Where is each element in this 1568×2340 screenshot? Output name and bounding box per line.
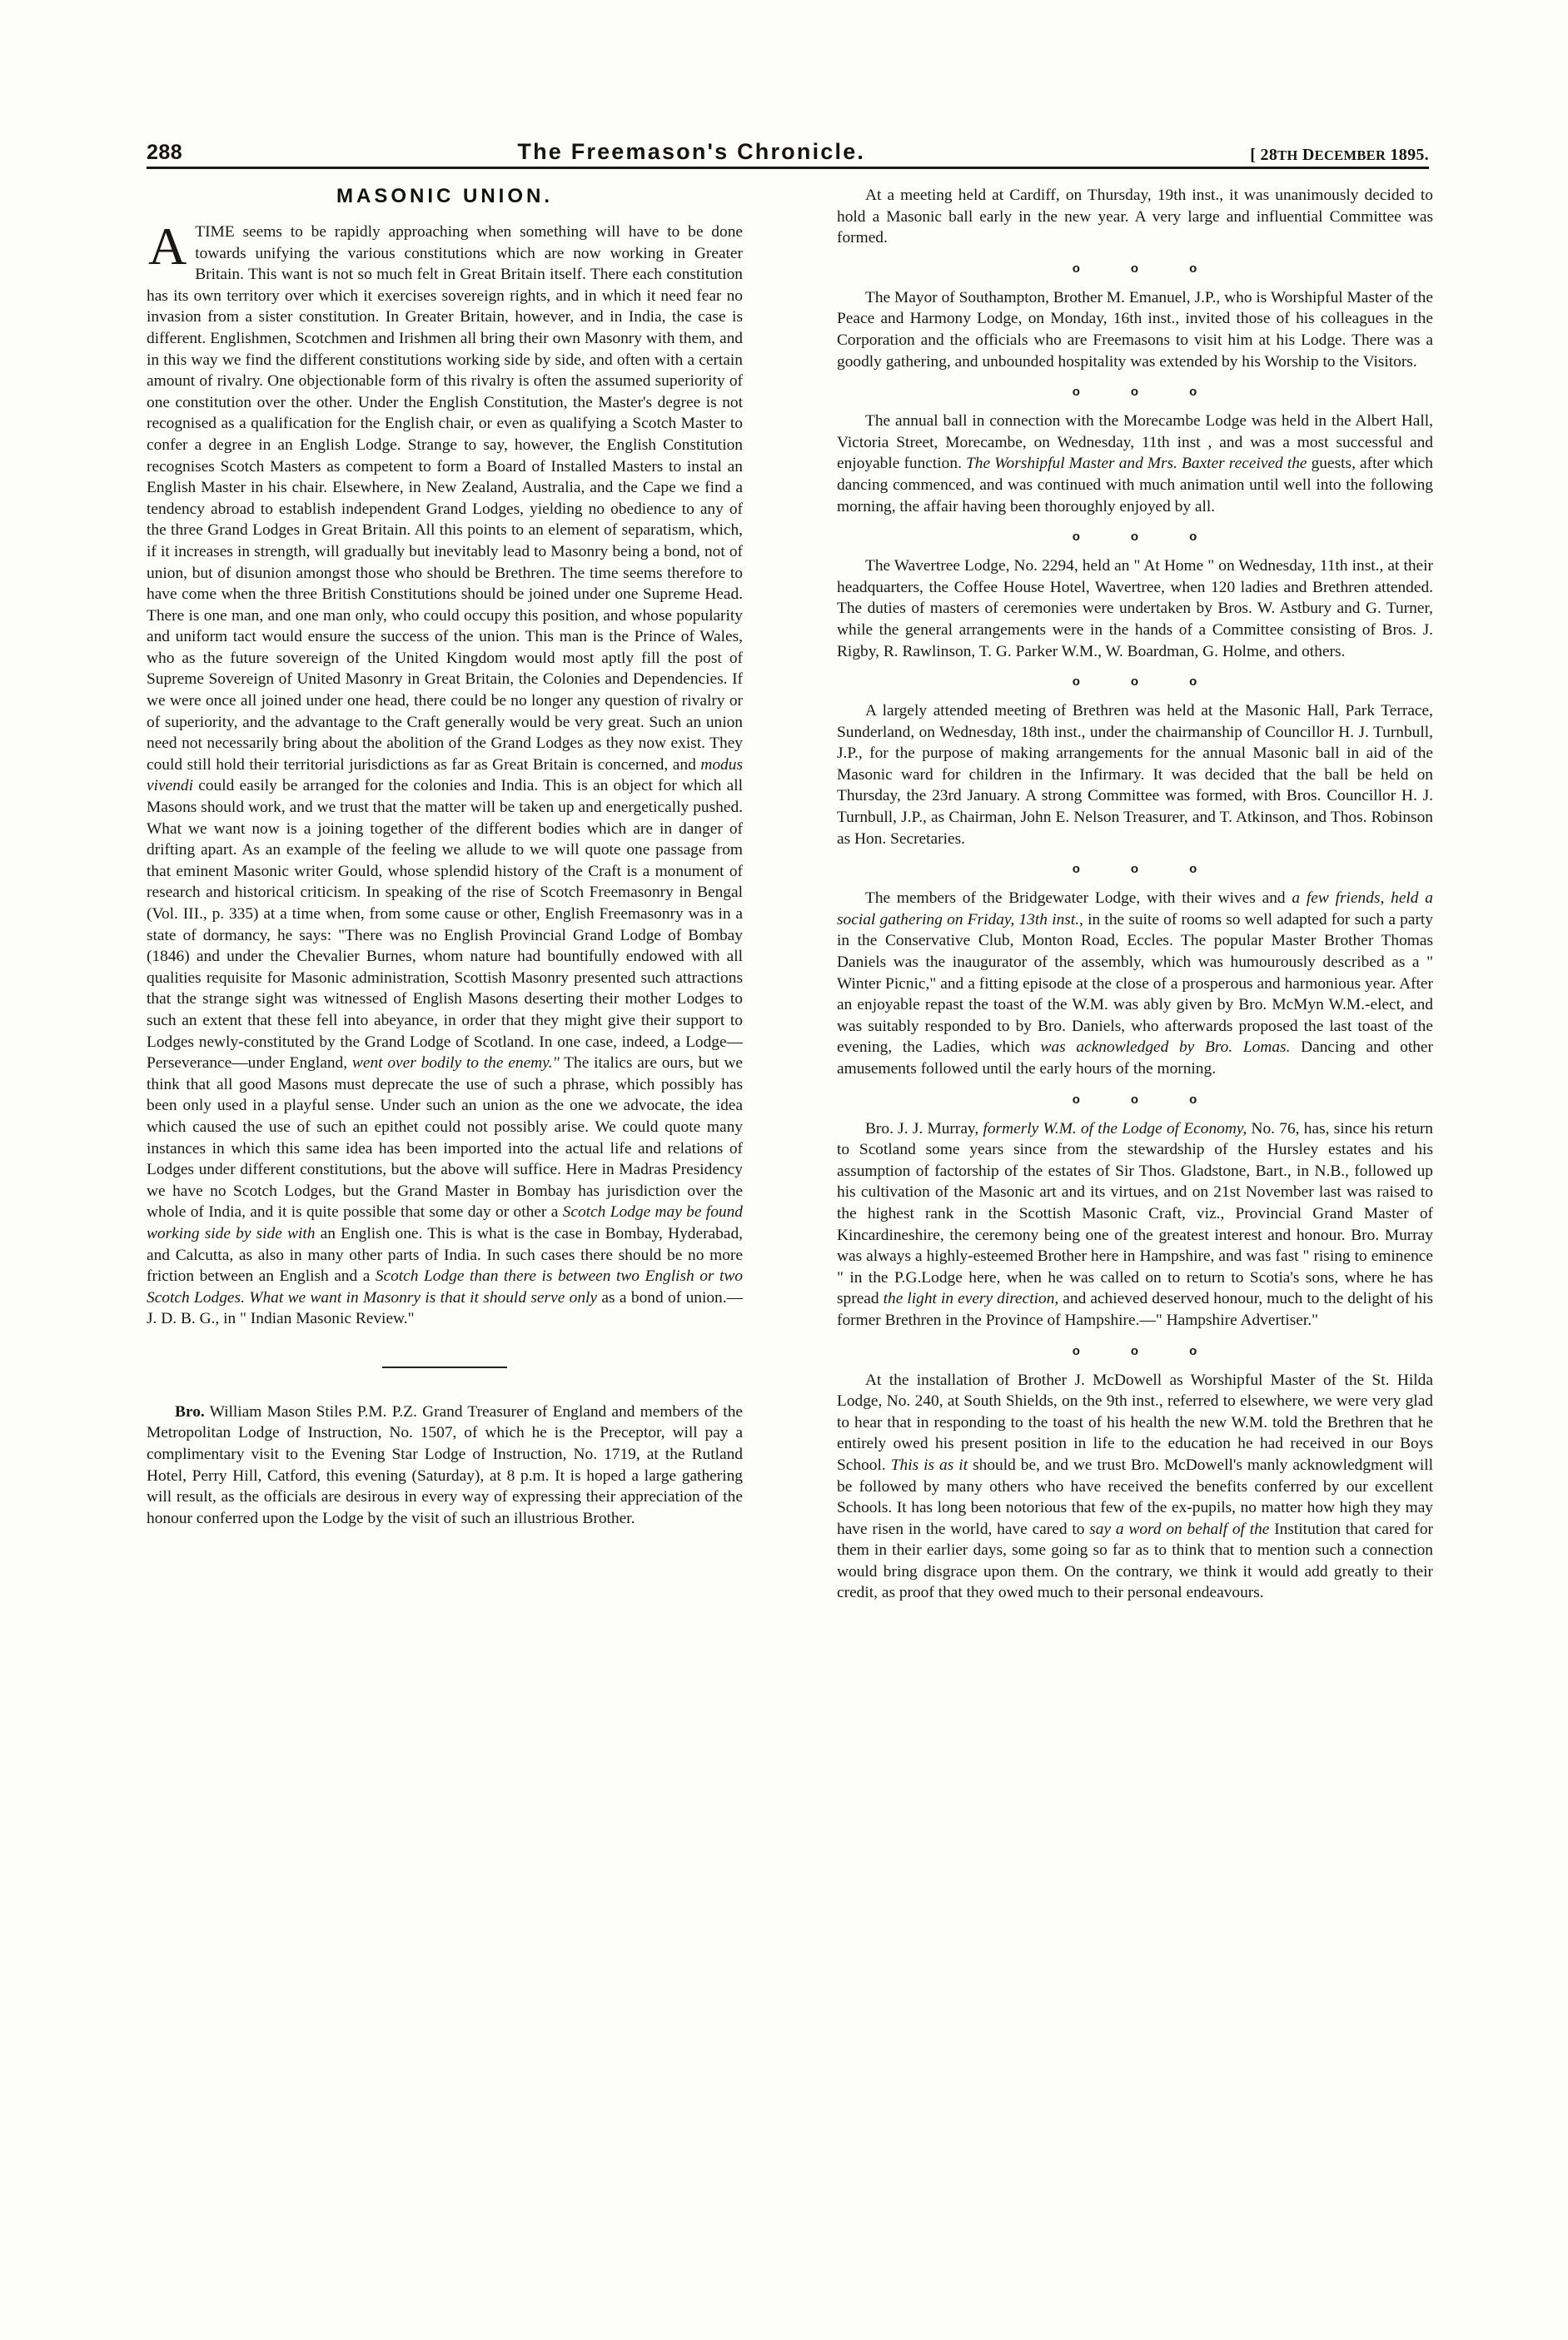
news-text-part: should be, and we trust Bro. McDowell's manly acknowledgment will be followed by many others who have received the benefits conferred by our excellent Schools. It has long been notorious that few of the ex-pupils, no matter how high they may have risen in the world, have cared to xyxy=(837,1456,1434,1538)
news-italic-part: This is as it xyxy=(890,1456,968,1474)
article-attribution: as a bond of union.—J. D. B. G., in " Indian Masonic Review." xyxy=(147,1288,743,1328)
news-separator xyxy=(837,862,1433,876)
separator-glyph: o xyxy=(1072,1092,1081,1107)
news-text-part: At the installation of Brother J. McDowell as Worshipful Master of the St. Hilda Lodge, No. 240, at South Shields, on the 9th inst., referred to elsewhere, we were very glad to hear that in responding to the toast of his health the new W.M. told the Brethren that he entirely owed his present position in life to the education he had received in our Boys School. xyxy=(837,1371,1433,1474)
news-item-bridgewater-lodge xyxy=(837,888,1433,1079)
news-separator xyxy=(837,385,1433,399)
news-text-part: and achieved deserved honour, much to the delight of his former Brethren in the Province of Hampshire.—" Hampshire Advertiser." xyxy=(837,1290,1433,1329)
news-separator xyxy=(837,530,1433,544)
separator-glyph: o xyxy=(1130,530,1140,545)
separator-glyph: o xyxy=(1130,1343,1140,1358)
section-divider-rule xyxy=(382,1367,507,1368)
italic-phrase-scotch-lodge-2: Scotch Lodge than there is between two English or two Scotch Lodges. What we want in Masonry is that it should serve only xyxy=(147,1267,743,1307)
article-text-part-4: an English one. This is what is the case in Bombay, Hyderabad, and Calcutta, as also in many other parts of India. In such cases there should be no more friction between an English and a xyxy=(147,1224,743,1286)
page-folio-number: 288 xyxy=(147,141,183,164)
issue-date-bracket: [ 28 xyxy=(1250,146,1278,164)
news-item-morecambe-ball xyxy=(837,411,1433,517)
italic-phrase-scotch-lodge-1: Scotch Lodge may be found working side by side with xyxy=(147,1203,743,1242)
news-separator xyxy=(837,1093,1433,1107)
issue-date-ordinal: TH xyxy=(1277,147,1298,163)
article-text-part-1: TIME seems to be rapidly approaching when something will have to be done towards unifying the various constitutions which are now working in Greater Britain. This want is not so much felt in Great Britain itself. There each constitution has its own territory over which it exercises sovereign rights, and in which it need fear no invasion from a sister constitution. In Greater Britain, however, and in India, the case is different. Englishmen, Scotchmen and Irishmen all bring their own Masonry with them, and in this way we find the different constitutions working side by side, and often with a certain amount of rivalry. One objectionable form of this rivalry is often the assumed superiority of one constitution over the other. Under the English Constitution, the Master's degree is not recognised as a qualification for the English chair, or even as qualifying a Scotch Master to confer a degree in an English Lodge. Strange to say, however, the English Constitution recognises Scotch Masters as competent to form a Board of Installed Masters to instal an English Master in his chair. Elsewhere, in New Zealand, Australia, and the Cape we find a tendency abroad to establish independent Grand Lodges, yielding no obedience to any of the three Grand Lodges in Great Britain. All this points to an element of separatism, which, if it increases in strength, will gradually but inevitably lead to Masonry being a bond, not of union, but of disunion amongst those who should be Brethren. The time seems therefore to have come when the three British Constitutions should be joined under one Supreme Head. There is one man, and one man only, who could occupy this position, and whose popularity and uniform tact would ensure the success of the union. This man is the Prince of Wales, who as the future sovereign of the United Kingdom would most aptly fill the post of Supreme Sovereign of United Masonry in Great Britain, the Colonies and Dependencies. If we were once all joined under one head, there could be no longer any question of rivalry or of superiority, and the advantage to the Craft generally would be very great. Such an union need not necessarily bring about the abolition of the Grand Lodges as they now exist. They could still hold their territorial jurisdictions as far as Great Britain is concerned, and xyxy=(147,223,743,774)
separator-glyph: o xyxy=(1130,862,1140,877)
separator-glyph: o xyxy=(1189,1092,1198,1107)
news-italic-part: say a word on behalf of the xyxy=(1089,1520,1270,1538)
news-text-part: The members of the Bridgewater Lodge, with their wives and xyxy=(865,889,1292,908)
news-italic-part: the light in every direction, xyxy=(883,1290,1059,1308)
news-text-part: Institution that cared for them in their earlier days, some going so far as to think that to mention such a connection would bring disgrace upon them. On the contrary, we think it would add greatly to their credit, as proof that they owed much to their personal endeavours. xyxy=(837,1520,1433,1602)
issue-date-year: 1895. xyxy=(1386,146,1429,164)
quoted-italic-phrase-enemy: went over bodily to the enemy." xyxy=(351,1054,560,1073)
article-text-part-3: The italics are ours, but we think that all good Masons must deprecate the use of such a phrase, which possibly has been only used in a playful sense. Under such an union as the one we advocate, the idea which caused the use of such an epithet could not possibly arise. We could quote many instances in which this same idea has been imported into the actual life and relations of Lodges under different constitutions, but the above will suffice. Here in Madras Presidency we have no Scotch Lodges, but the Grand Master in Bombay has jurisdiction over the whole of India, and it is quite possible that some day or other a xyxy=(147,1054,743,1222)
news-item-cardiff: At a meeting held at Cardiff, on Thursday, 19th inst., it was unanimously decided to hold a Masonic ball early in the new year. A very large and influential Committee was formed. xyxy=(837,187,1433,247)
news-italic-part: was acknowledged by Bro. Lomas. xyxy=(1040,1038,1291,1057)
masthead xyxy=(147,123,1429,165)
masonic-union-article xyxy=(147,217,743,1330)
separator-glyph: o xyxy=(1189,862,1198,877)
drop-cap-letter: A xyxy=(148,217,187,276)
section-heading-masonic-union: MASONIC UNION. xyxy=(336,185,553,207)
separator-glyph: o xyxy=(1072,1343,1081,1358)
news-item-st-hilda-installation xyxy=(837,1370,1433,1605)
issue-date-month-initial: D xyxy=(1297,146,1315,164)
separator-glyph: o xyxy=(1189,385,1198,400)
news-text-part: in the suite of rooms so well adapted for such a party in the Conservative Club, Monton Road, Eccles. The popular Master Brother Thomas Daniels was the inaugurator of the assembly, which was humourously described as a " Winter Picnic," and a fitting episode at the close of a prosperous and harmonious year. After an enjoyable repast the toast of the W.M. was ably given by Bro. McMyn W.M.-elect, and was suitably responded to by Bro. Daniels, who afterwards proposed the last toast of the evening, the Ladies, which xyxy=(837,910,1434,1057)
news-separator xyxy=(837,675,1433,689)
separator-glyph: o xyxy=(1189,675,1198,690)
latin-phrase-modus-vivendi: modus vivendi xyxy=(147,755,743,795)
news-text-part: No. 76, has, since his return to Scotland some years since from the stewardship of the Hursley estates and his assumption of factorship of the estates of Sir Thos. Gladstone, Bart., in N.B., followed up his cultivation of the Masonic art and its virtues, and on 21st November last was raised to the highest rank in the Scottish Masonic Craft, viz., Provincial Grand Master of Kincardineshire, the ceremony being one of the greatest interest and honour. Bro. Murray was always a highly-esteemed Brother here in Hampshire, and was fast " rising to eminence " in the P.G.Lodge here, when he was called on to return to Scotia's sons, where he has spread xyxy=(837,1119,1433,1308)
notice-body-text: William Mason Stiles P.M. P.Z. Grand Treasurer of England and members of the Metropolitan Lodge of Instruction, No. 1507, of which he is the Preceptor, will pay a complimentary visit to the Evening Star Lodge of Instruction, No. 1719, at the Rutland Hotel, Perry Hill, Catford, this evening (Saturday), at 8 p.m. It is hoped a large gathering will result, as the officials are desirous in every way of expressing their appreciation of the honour conferred upon the Lodge by the visit of such an illustrious Brother. xyxy=(147,1402,743,1527)
separator-glyph: o xyxy=(1130,385,1140,400)
separator-glyph: o xyxy=(1072,261,1081,276)
news-separator xyxy=(837,261,1433,276)
publication-title: The Freemason's Chronicle. xyxy=(517,139,866,164)
news-text-part: guests, after which dancing commenced, and was continued with much animation until well into the following morning, the affair having been thoroughly enjoyed by all. xyxy=(837,455,1433,515)
notice-lead-word: Bro. xyxy=(175,1402,205,1421)
issue-date-month: ECEMBER xyxy=(1314,147,1386,163)
news-text-part: Bro. J. J. Murray, xyxy=(865,1119,983,1138)
separator-glyph: o xyxy=(1072,675,1081,690)
separator-glyph: o xyxy=(1130,261,1140,276)
news-italic-part: formerly W.M. of the Lodge of Economy, xyxy=(983,1119,1247,1138)
news-text-part: Dancing and other amusements followed until the early hours of the morning. xyxy=(837,1038,1433,1078)
separator-glyph: o xyxy=(1189,1343,1198,1358)
left-column xyxy=(147,185,743,1604)
article-text-part-2: could easily be arranged for the colonies and India. This is an object for which all Masons should work, and we trust that the matter will be taken up and energetically pushed. What we want now is a joining together of the different bodies which are in danger of drifting apart. As an example of the feeling we allude to we will quote one passage from that eminent Masonic writer Gould, whose splendid history of the Craft is a monument of research and historical criticism. In speaking of the rise of Scotch Freemasonry in Bengal (Vol. III., p. 335) at a time when, from some cause or other, English Freemasonry was in a state of dormancy, he says: "There was no English Provincial Grand Lodge of Bombay (1846) and under the Chevalier Burnes, whom nature had bountifully endowed with all qualities requisite for Masonic administration, Scottish Masonry presented such attractions that the strange sight was witnessed of English Masons deserting their mother Lodges to such an extent that these fell into abeyance, in order that they might give their support to Lodges newly-constituted by the Grand Lodge of Scotland. In one case, indeed, a Lodge—Perseverance—under England, xyxy=(147,777,743,1073)
masthead-rule xyxy=(147,167,1429,169)
separator-glyph: o xyxy=(1072,862,1081,877)
separator-glyph: o xyxy=(1189,530,1198,545)
separator-glyph: o xyxy=(1130,675,1140,690)
right-column xyxy=(837,185,1433,1604)
news-text-part: The annual ball in connection with the Morecambe Lodge was held in the Albert Hall, Victoria Street, Morecambe, on Wednesday, 11th inst , and was a most successful and enjoyable function. xyxy=(837,412,1433,473)
bro-stiles-notice xyxy=(147,1402,743,1530)
separator-glyph: o xyxy=(1072,385,1081,400)
separator-glyph: o xyxy=(1130,1092,1140,1107)
news-item-southampton-mayor: The Mayor of Southampton, Brother M. Emanuel, J.P., who is Worshipful Master of the Peace and Harmony Lodge, on Monday, 16th inst., invited those of his colleagues in the Corporation and the officials who are Freemasons to visit him at his Lodge. There was a goodly gathering, and unbounded hospitality was extended by his Worship to the Visitors. xyxy=(837,288,1433,371)
separator-glyph: o xyxy=(1189,261,1198,276)
issue-date xyxy=(1250,146,1429,165)
article-columns xyxy=(147,185,1433,1604)
news-italic-part: The Worshipful Master and Mrs. Baxter received the xyxy=(966,455,1307,473)
news-italic-part: a few friends, held a social gathering on Friday, 13th inst., xyxy=(837,889,1433,929)
separator-glyph: o xyxy=(1072,530,1081,545)
news-item-bro-murray xyxy=(837,1118,1433,1332)
news-item-wavertree-lodge: The Wavertree Lodge, No. 2294, held an " At Home " on Wednesday, 11th inst., at their headquarters, the Coffee House Hotel, Wavertree, when 120 ladies and Brethren attended. The duties of masters of ceremonies were undertaken by Bros. W. Astbury and G. Turner, while the general arrangements were in the hands of a Committee consisting of Bros. J. Rigby, R. Rawlinson, T. G. Parker W.M., W. Boardman, G. Holme, and others. xyxy=(837,557,1433,660)
news-separator xyxy=(837,1344,1433,1358)
news-item-sunderland-meeting: A largely attended meeting of Brethren was held at the Masonic Hall, Park Terrace, Sunderland, on Wednesday, 18th inst., under the chairmanship of Councillor H. J. Turnbull, J.P., for the purpose of making arrangements for the annual Masonic ball in aid of the Masonic ward for children in the Infirmary. It was decided that the ball be held on Thursday, the 23rd January. A strong Committee was formed, with Bros. Councillor H. J. Turnbull, J.P., as Chairman, John E. Nelson Treasurer, and T. Atkinson, and Thos. Robinson as Hon. Secretaries. xyxy=(837,702,1433,848)
